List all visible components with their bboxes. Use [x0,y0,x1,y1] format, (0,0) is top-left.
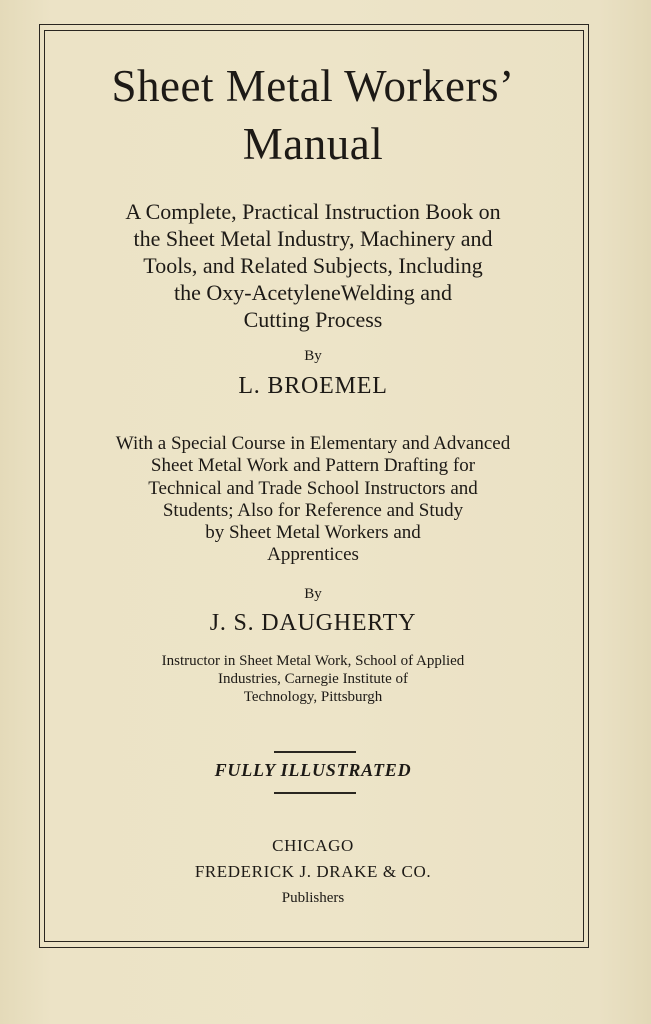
subtitle-line-1: A Complete, Practical Instruction Book on [125,199,501,224]
rule-top [274,751,356,753]
publisher-name: FREDERICK J. DRAKE & CO. [194,862,432,881]
author-2-title-line-1: Instructor in Sheet Metal Work, School of Applied [161,653,465,669]
description-line-2: Sheet Metal Work and Pattern Drafting for [150,455,476,476]
description-line-1: With a Special Course in Elementary and Advanced [115,433,511,454]
fully-illustrated: FULLY ILLUSTRATED [214,760,412,780]
author-2-title-line-3: Technology, Pittsburgh [243,689,383,705]
description-line-3: Technical and Trade School Instructors and [148,478,478,499]
title-page [44,30,582,940]
subtitle-line-4: the Oxy-AcetyleneWelding and [173,280,453,305]
title-line-1: Sheet Metal Workers’ [111,61,515,111]
publisher-city: CHICAGO [272,836,354,855]
title-line-2: Manual [242,119,384,169]
subtitle-line-5: Cutting Process [243,307,383,332]
byline-1: By [304,348,322,364]
byline-2: By [304,586,322,602]
description-line-4: Students; Also for Reference and Study [162,500,464,521]
author-1: L. BROEMEL [238,373,388,399]
subtitle-line-3: Tools, and Related Subjects, Including [143,253,483,278]
description-line-6: Apprentices [267,544,359,565]
rule-bottom [274,792,356,794]
author-2: J. S. DAUGHERTY [209,610,417,636]
publisher-role: Publishers [281,890,345,906]
subtitle-line-2: the Sheet Metal Industry, Machinery and [133,226,493,251]
description-line-5: by Sheet Metal Workers and [205,522,421,543]
author-2-title-line-2: Industries, Carnegie Institute of [218,671,408,687]
